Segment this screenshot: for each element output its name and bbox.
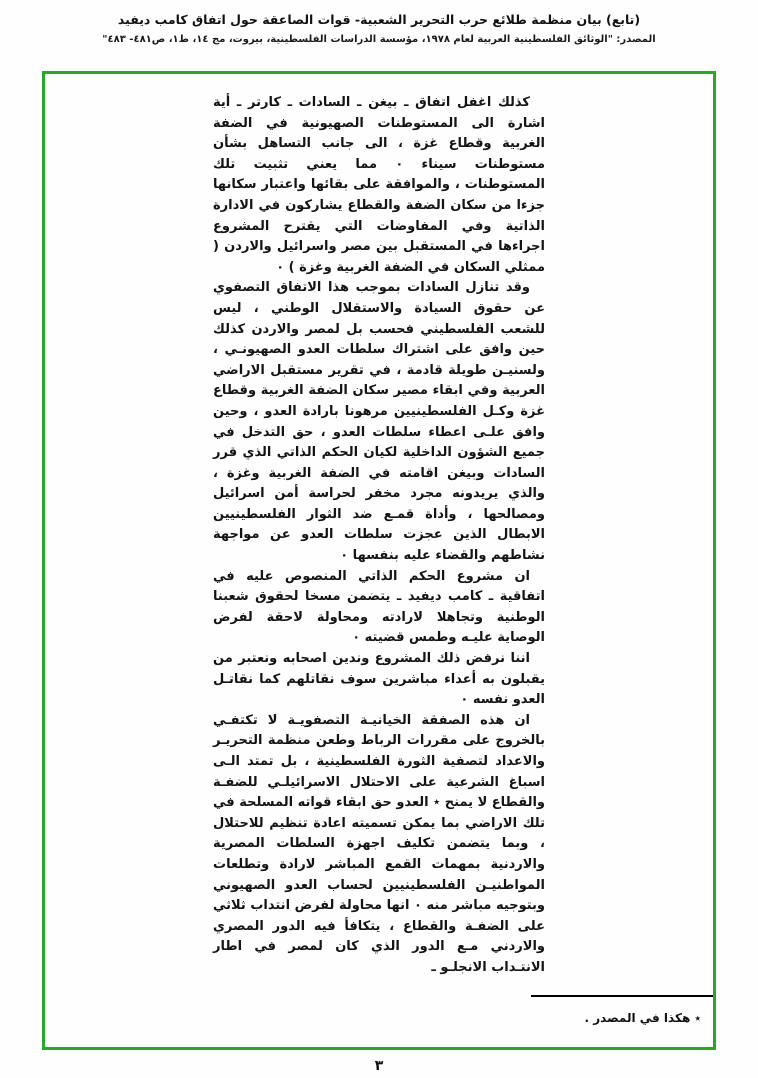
page-header [0,0,758,45]
body-text-column [213,93,545,979]
document-source: المصدر: "الوثائق الفلسطينية العربية لعام ١٩٧٨، مؤسسة الدراسات الفلسطينية، بيروت، مج ١٤، ط١، ص٤٨١- ٤٨٣" [102,34,656,45]
paragraph-1: كذلك اغفل اتفاق ـ بيغن ـ السادات ـ كارتر ـ أية اشارة الى المستوطنات الصهيونية في الضفة الغربية وقطاع غزة ، الى جانب التساهل بشأن مستوطنات سيناء ٠ مما يعني تثبيت تلك المستوطنات ، والموافقة على بقائها واعتبار سكانها جزءا من سكان الضفة والقطاع يشاركون في الادارة الذاتية وفي المفاوضات التي يقترح المشروع اجراءها في المستقبل بين مصر واسرائيل والاردن ( ممثلي السكان في الضفة الغربية وغزة ) ٠ [213,95,545,275]
paragraph-2: وقد تنازل السادات بموجب هذا الاتفاق التصفوي عن حقوق السيادة والاستقلال الوطني ، ليس للشعب الفلسطيني فحسب بل لمصر والاردن كذلك حين وافق على اشتراك سلطات العدو الصهيونـي ، ولسنيـن طويلة قادمة ، في تقرير مستقبل الاراضي العربية وفي ابقاء مصير سكان الضفة الغربية وقطاع غزة وكـل الفلسطينيين مرهونا بارادة العدو ، وحين وافق علـى اعطاء سلطات العدو ، حق التدخل في جميع الشؤون الداخلية لكيان الحكم الذاتي الذي قرر السادات وبيغن اقامته في الضفة الغربية وغزة ، والذي يريدونه مجرد مخفر لحراسة أمن اسرائيل ومصالحها ، وأداة قمـع ضد الثوار الفلسطينيين الابطال الذين عجزت سلطات العدو عن مواجهة نشاطهم والقضاء عليه بنفسها ٠ [213,280,545,564]
paragraph-4: اننا نرفض ذلك المشروع وندين اصحابه ونعتبر من يقبلون به أعداء مباشرين سوف نقاتلهم كما نقاتـل العدو نفسه ٠ [213,651,545,708]
document-title: (تابع) بيان منظمة طلائع حرب التحرير الشعبية- قوات الصاعقة حول اتفاق كامب ديفيد [117,12,641,27]
content-frame [42,71,716,1050]
footnote-text: ٭ هكذا في المصدر . [584,1011,701,1025]
paragraph-5: ان هذه الصفقة الخيانيـة التصفويـة لا تكتفـي بالخروج على مقررات الرباط وطعن منظمة التحريـر والاعداد لتصفية الثورة الفلسطينية ، بل تمتد الـى اسباغ الشرعية على الاحتلال الاسرائيلـي للضفـة والقطاع لا يمنح ٭ العدو حق ابقاء قواته المسلحة في تلك الاراضي بما يمكن تسميته اعادة تنظيم للاحتلال ، وبما يتضمن تكليف اجهزة السلطات المصرية والاردنية بمهمات القمع المباشر لارادة وتطلعات المواطنيـن الفلسطينيين لحساب العدو الصهيوني وبتوجيه مباشر منه ٠ انها محاولة لفرض انتداب ثلاثي على الضفـة والقطاع ، يتكافأ فيه الدور المصري والاردني مـع الدور الذي كان لمصر في اطار الانتـداب الانجلـو ـ [213,712,545,975]
page-number: ٣ [374,1058,384,1074]
paragraph-3: ان مشروع الحكم الذاتي المنصوص عليه في اتفاقية ـ كامب ديفيد ـ يتضمن مسخا لحقوق شعبنا الوطنية وتجاهلا لارادته ومحاولة لاحقة لفرض الوصاية عليـه وطمس قضيته ٠ [213,568,545,646]
footnote-divider [531,995,713,997]
